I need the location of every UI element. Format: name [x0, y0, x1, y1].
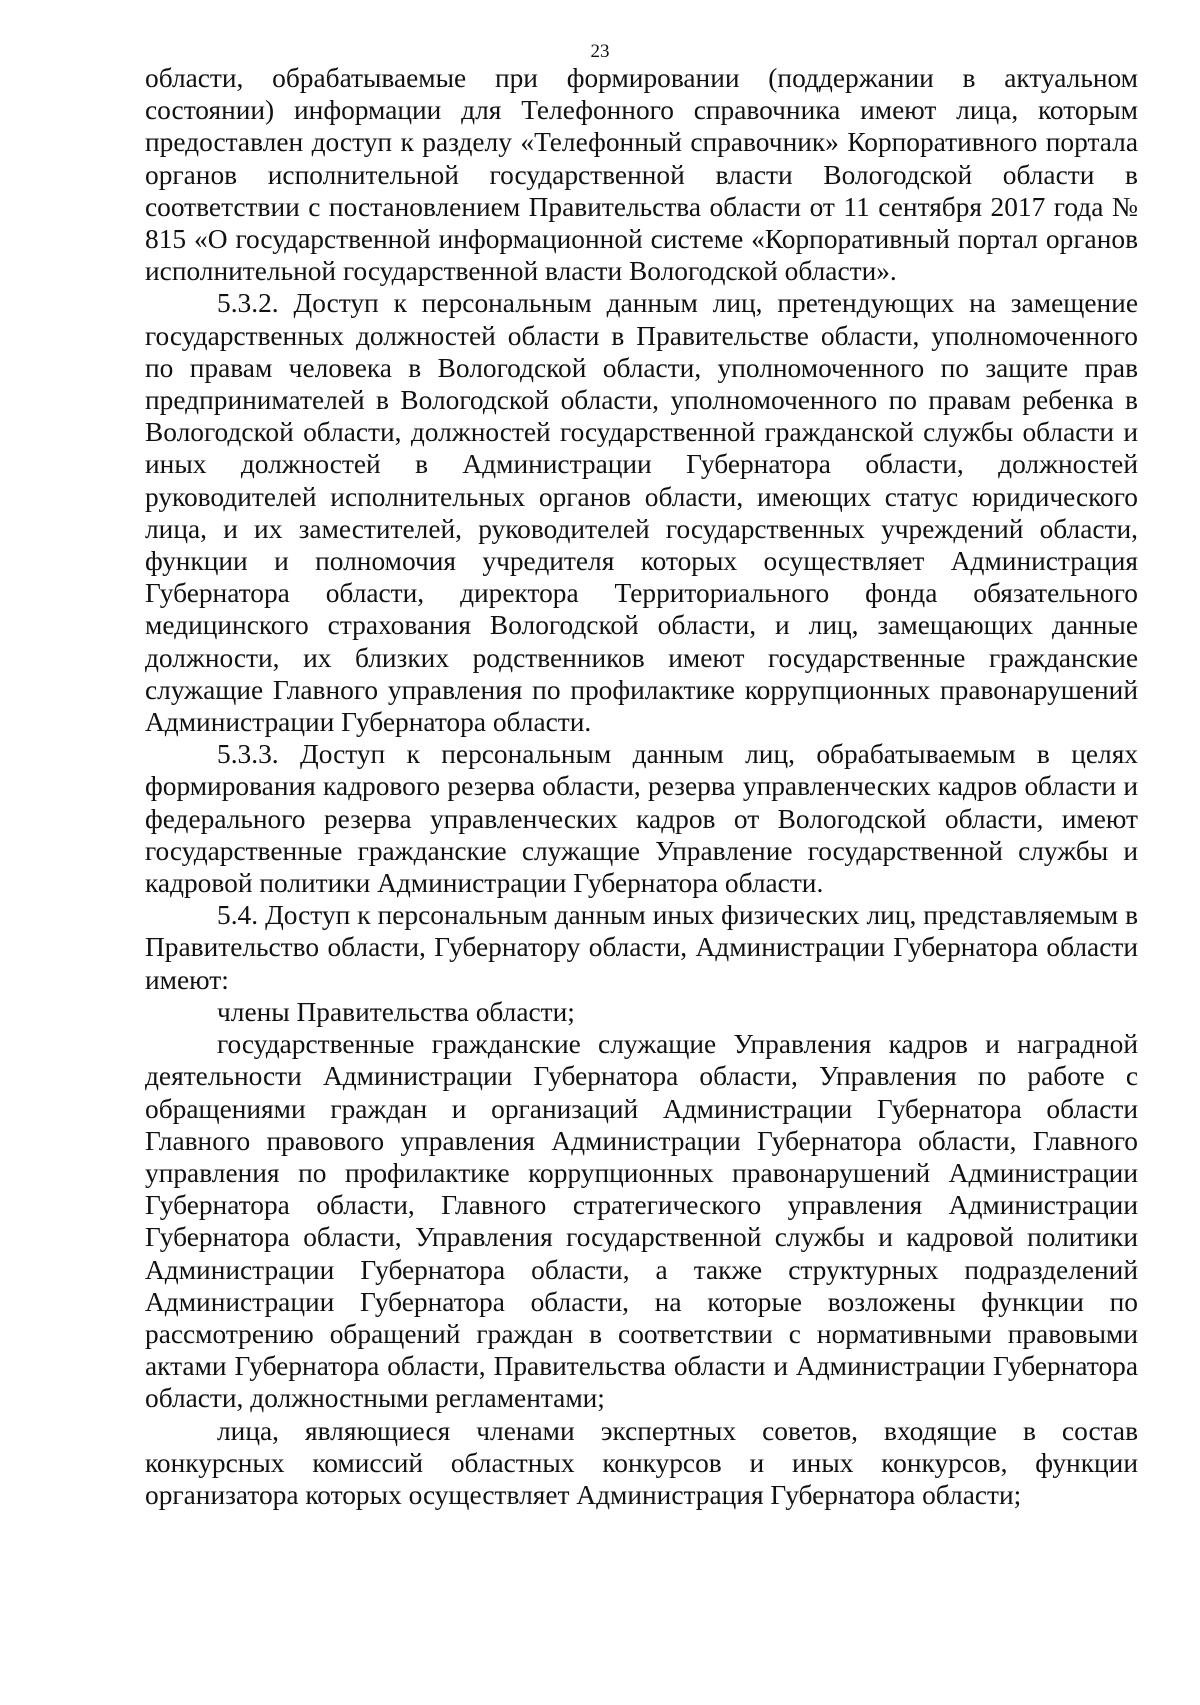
list-item-expert-councils: лица, являющиеся членами экспертных советов, входящие в состав конкурсных комиссий областных конкурсов и иных конкурсов, функции организатора которых осуществляет Администрация Губернатора области; — [145, 1415, 1138, 1510]
paragraph-5-3-2: 5.3.2. Доступ к персональным данным лиц, претендующих на замещение государственных должностей области в Правительстве области, уполномоченного по правам человека в Вологодской области, уполномоченного по защите прав предпринимателей в Вологодской области, уполномоченного по правам ребенка в Вологодской области, должностей государственной гражданской службы области и иных должностей в Администрации Губернатора области, должностей руководителей исполнительных органов области, имеющих статус юридического лица, и их заместителей, руководителей государственных учреждений области, функции и полномочия учредителя которых осуществляет Администрация Губернатора области, директора Территориального фонда обязательного медицинского страхования Вологодской области, и лиц, замещающих данные должности, их близких родственников имеют государственные гражданские служащие Главного управления по профилактике коррупционных правонарушений Администрации Губернатора области. — [145, 288, 1138, 738]
paragraph-5-4: 5.4. Доступ к персональным данным иных физических лиц, представляемым в Правительство области, Губернатору области, Администрации Губернатора области имеют: — [145, 900, 1138, 995]
list-item-civil-servants: государственные гражданские служащие Управления кадров и наградной деятельности Администрации Губернатора области, Управления по работе с обращениями граждан и организаций Администрации Губернатора области Главного правового управления Администрации Губернатора области, Главного управления по профилактике коррупционных правонарушений Администрации Губернатора области, Главного стратегического управления Администрации Губернатора области, Управления государственной службы и кадровой политики Администрации Губернатора области, а также структурных подразделений Администрации Губернатора области, на которые возложены функции по рассмотрению обращений граждан в соответствии с нормативными правовыми актами Губернатора области, Правительства области и Администрации Губернатора области, должностными регламентами; — [145, 1029, 1138, 1414]
list-item-government-members: члены Правительства области; — [217, 996, 575, 1027]
paragraph-continuation: области, обрабатываемые при формировании (поддержании в актуальном состоянии) информации для Телефонного справочника имеют лица, которым предоставлен доступ к разделу «Телефонный справочник» Корпоративного портала органов исполнительной государственной власти Вологодской области в соответствии с постановлением Правительства области от 11 сентября 2017 года № 815 «О государственной информационной системе «Корпоративный портал органов исполнительной государственной власти Вологодской области». — [145, 63, 1138, 287]
paragraph-5-3-3: 5.3.3. Доступ к персональным данным лиц, обрабатываемым в целях формирования кадрового резерва области, резерва управленческих кадров области и федерального резерва управленческих кадров от Вологодской области, имеют государственные гражданские служащие Управление государственной службы и кадровой политики Администрации Губернатора области. — [145, 739, 1138, 899]
document-body — [145, 62, 1138, 1511]
page-number: 23 — [590, 41, 610, 62]
